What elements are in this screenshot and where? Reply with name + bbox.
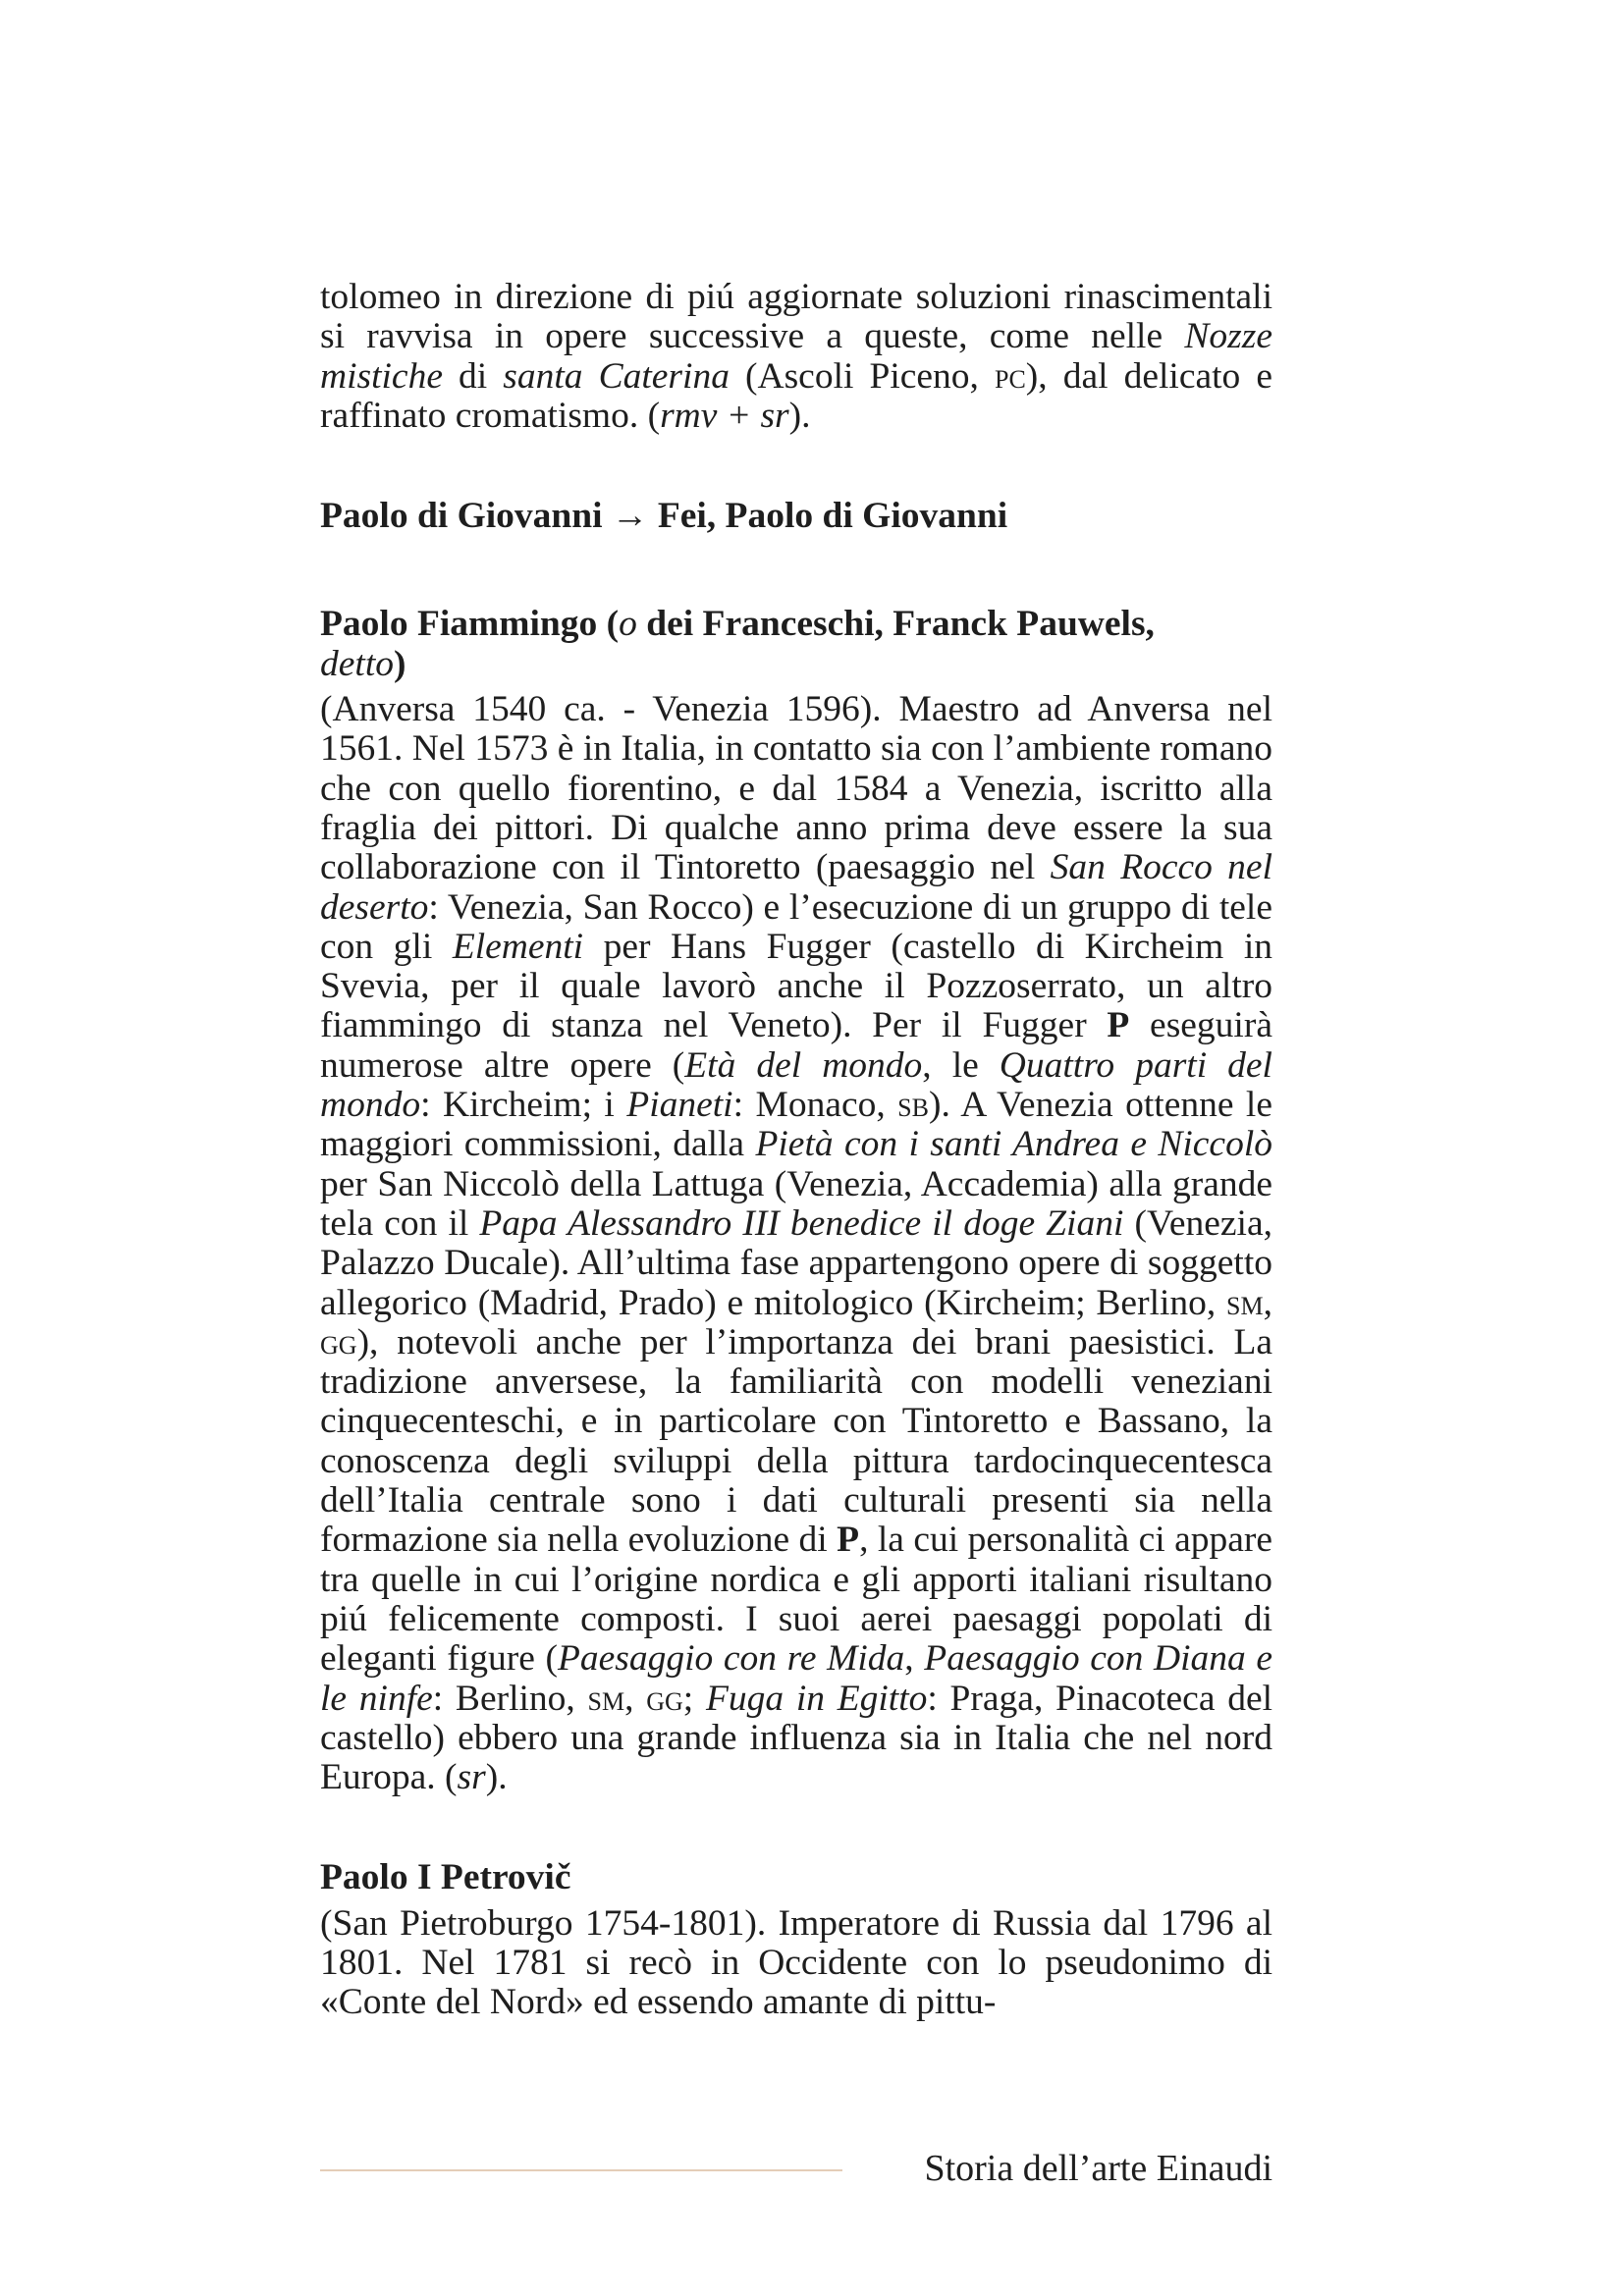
headword-close: ) — [393, 643, 406, 684]
italic-run: Papa Alessandro III benedice il doge Ziani — [479, 1202, 1124, 1244]
headword-alternates: dei Franceschi, Franck Pauwels, — [636, 604, 1155, 645]
italic-run: santa Caterina — [503, 355, 730, 397]
text-run: (Anversa 1540 ca. - Venezia 1596). Maestro ad Anversa nel 1561. Nel 1573 è in Italia, in contatto sia con l’ambiente romano che con quello fiorentino, e dal 1584 a Venezia, iscritto alla fraglia dei pittori. Di qualche anno prima deve essere la sua collaborazione con il Tintoretto (paesaggio nel — [320, 689, 1272, 888]
headword-conjunction: o — [619, 604, 637, 645]
text-run: : Monaco, — [732, 1085, 898, 1126]
italic-run: Fuga in Egitto — [705, 1678, 928, 1719]
text-run: : Kircheim; i — [420, 1085, 627, 1126]
italic-run: Paesaggio con Diana e le ninfe — [320, 1638, 1273, 1719]
italic-run: Pianeti — [626, 1085, 733, 1126]
text-run: ), dal delicato e raffinato cromatismo. ( — [320, 355, 1272, 436]
page-body — [320, 278, 1272, 2023]
abbrev-run: gg — [320, 1321, 357, 1362]
text-run: (Venezia, Palazzo Ducale). All’ultima fase appartengono opere di soggetto allegorico (Madrid, Prado) e mitologico (Kircheim; Berlino, — [320, 1202, 1272, 1323]
text-run: eseguirà numerose altre opere ( — [320, 1005, 1272, 1086]
text-run: per Hans Fugger (castello di Kircheim in Svevia, per il quale lavorò anche il Pozzoserrato, un altro fiammingo di stanza nel Veneto). Per il Fugger — [320, 926, 1273, 1046]
xref-target: Fei, Paolo di Giovanni — [657, 496, 1008, 537]
italic-run: Quattro parti del mondo — [320, 1044, 1272, 1126]
text-run: tolomeo in direzione di piú aggiornate soluzioni rinascimentali si ravvisa in opere successive a queste, come nelle — [320, 277, 1272, 357]
abbrev-run: pc — [994, 355, 1026, 397]
headword-detto: detto — [320, 643, 394, 684]
text-run: ). — [788, 395, 811, 436]
text-run: ; — [682, 1678, 706, 1719]
italic-run: Età del mondo — [684, 1044, 923, 1086]
bold-run: P — [837, 1520, 860, 1561]
text-run: , la cui personalità ci appare tra quelle in cui l’origine nordica e gli apporti italiani risultano piú felicemente composti. I suoi aerei paesaggi popolati di eleganti figure ( — [320, 1520, 1272, 1680]
italic-run: Paesaggio con re Mida — [557, 1638, 905, 1680]
page-footer — [320, 2144, 1272, 2193]
italic-run: Elementi — [452, 926, 584, 967]
abbrev-run: sm — [1226, 1282, 1264, 1323]
bold-run: P — [1107, 1005, 1130, 1046]
entry-body-paolo-fiammingo — [320, 690, 1272, 1797]
italic-run: Pietà con i santi Andrea e Niccolò — [755, 1124, 1272, 1165]
text-run: ). A Venezia ottenne le maggiori commissioni, dalla — [320, 1085, 1272, 1165]
abbrev-run: gg — [646, 1678, 683, 1719]
text-run: per San Niccolò della Lattuga (Venezia, Accademia) alla grande tela con il — [320, 1163, 1272, 1244]
text-run: di — [442, 355, 504, 397]
text-run: ). — [485, 1757, 508, 1798]
text-run: : Berlino, — [432, 1678, 588, 1719]
italic-run: Nozze mistiche — [320, 316, 1272, 397]
text-run: (San Pietroburgo 1754-1801). Imperatore di Russia dal 1796 al 1801. Nel 1781 si recò in Occidente con lo pseudonimo di «Conte del Nord» ed essendo amante di pittu- — [320, 1902, 1272, 2023]
xref-headword: Paolo di Giovanni — [320, 496, 603, 537]
entry-continuation-text — [320, 278, 1272, 436]
entry-heading-paolo-petrovic: Paolo I Petrovič — [320, 1857, 571, 1898]
text-run: ), notevoli anche per l’importanza dei brani paesistici. La tradizione anversese, la familiarità con modelli veneziani cinquecenteschi, e in particolare con Tintoretto e Bassano, la conoscenza degli sviluppi della pittura tardocinquecentesca dell’Italia centrale sono i dati culturali presenti sia nella formazione sia nella evoluzione di — [320, 1321, 1272, 1561]
italic-run: San Rocco nel deserto — [320, 847, 1272, 928]
entry-body-paolo-petrovic — [320, 1904, 1272, 2023]
text-run: , — [624, 1678, 647, 1719]
headword: Paolo Fiammingo ( — [320, 604, 620, 645]
arrow-icon: → — [611, 496, 649, 537]
italic-run: rmv + sr — [660, 395, 789, 436]
footer-rule — [320, 2169, 842, 2171]
abbrev-run: sb — [897, 1085, 929, 1126]
entry-heading-paolo-fiammingo — [320, 605, 1272, 684]
text-run: (Ascoli Piceno, — [729, 355, 995, 397]
text-run: , le — [922, 1044, 1000, 1086]
text-run: , — [904, 1638, 925, 1680]
text-run: : Praga, Pinacoteca del castello) ebbero una grande influenza sia in Italia che nel nord Europa. ( — [320, 1678, 1273, 1798]
cross-reference-heading — [320, 497, 1272, 536]
italic-run: sr — [457, 1757, 486, 1798]
footer-title: Storia dell’arte Einaudi — [924, 2148, 1272, 2189]
text-run: , — [1263, 1282, 1272, 1323]
abbrev-run: sm — [587, 1678, 625, 1719]
text-run: : Venezia, San Rocco) e l’esecuzione di un gruppo di tele con gli — [320, 886, 1272, 967]
